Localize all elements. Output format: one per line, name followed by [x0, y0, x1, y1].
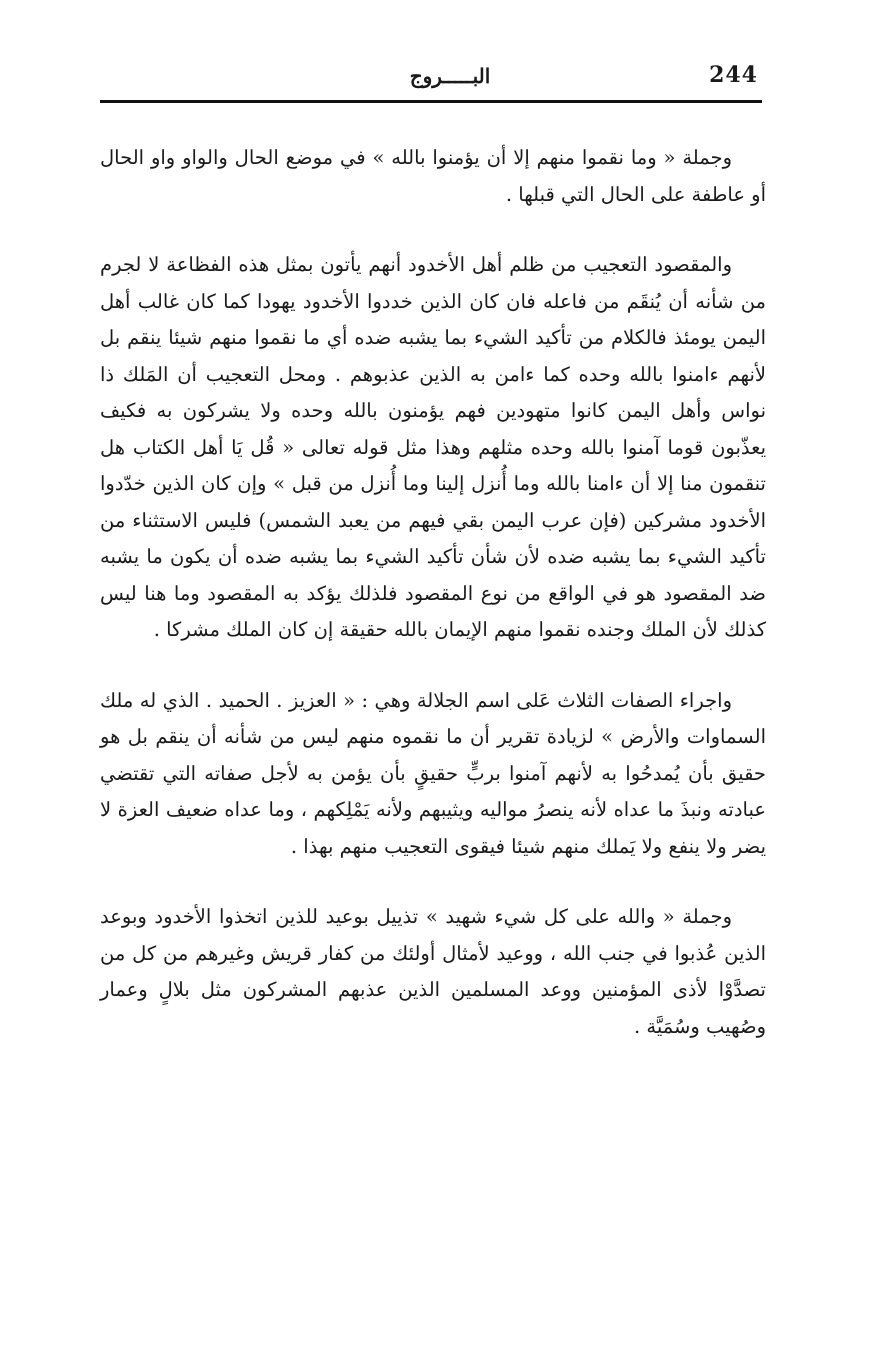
paragraph-4: وجملة « والله على كل شيء شهيد » تذييل بوعيد للذين اتخذوا الأخدود وبوعد الذين عُذبوا في جنب الله ، ووعيد لأمثال أولئك من كفار قريش وغيرهم من كل من تصدَّوْا لأذى المؤمنين ووعد المسلمين الذين عذبهم المشركون مثل بلالٍ وعمار وصُهيب وسُمَيَّة . [100, 905, 766, 1038]
page-number: 244 [709, 62, 758, 88]
body-text [100, 140, 766, 1079]
page-header [100, 58, 762, 100]
header-divider [100, 100, 762, 103]
paragraph-1: وجملة « وما نقموا منهم إلا أن يؤمنوا بالله » في موضع الحال والواو واو الحال أو عاطفة على الحال التي قبلها . [100, 146, 766, 206]
paragraph-2: والمقصود التعجيب من ظلم أهل الأخدود أنهم يأتون بمثل هذه الفظاعة لا لجرم من شأنه أن يُنقَم من فاعله فان كان الذين خددوا الأخدود يهودا كما كان غالب أهل اليمن يومئذ فالكلام من تأكيد الشيء بما يشبه ضده أي ما نقموا منهم شيئا ينقم بل لأنهم ءامنوا بالله وحده كما ءامن به الذين عذبوهم . ومحل التعجيب أن المَلك ذا نواس وأهل اليمن كانوا متهودين فهم يؤمنون بالله وحده ولا يشركون به فكيف يعذّبون قوما آمنوا بالله وحده مثلهم وهذا مثل قوله تعالى « قُل يَا أهل الكتاب هل تنقمون منا إلا أن ءامنا بالله وما أُنزل إلينا وما أُنزل من قبل » وإن كان الذين خدّدوا الأخدود مشركين (فإن عرب اليمن بقي فيهم من يعبد الشمس) فليس الاستثناء من تأكيد الشيء بما يشبه ضده لأن شأن تأكيد الشيء بما يشبه ضده أن يكون ما يشبه ضد المقصود هو في الواقع من نوع المقصود فلذلك يؤكد به المقصود وما هنا ليس كذلك لأن الملك وجنده نقموا منهم الإيمان بالله حقيقة إن كان الملك مشركا . [100, 253, 766, 641]
running-title: البـــــروج [409, 64, 491, 88]
paragraph-3: واجراء الصفات الثلاث عَلى اسم الجلالة وهي : « العزيز . الحميد . الذي له ملك السماوات والأرض » لزيادة تقرير أن ما نقموه منهم ليس من شأنه أن ينقم بل هو حقيق بأن يُمدحُوا به لأنهم آمنوا بربٍّ حقيقٍ بأن يؤمن به لأجل صفاته التي تقتضي عبادته ونبذَ ما عداه لأنه ينصرُ مواليه ويثيبهم ولأنه يَمْلِكهم ، وما عداه ضعيف العزة لا يضر ولا ينفع ولا يَملك منهم شيئا فيقوى التعجيب منهم بهذا . [100, 688, 766, 858]
